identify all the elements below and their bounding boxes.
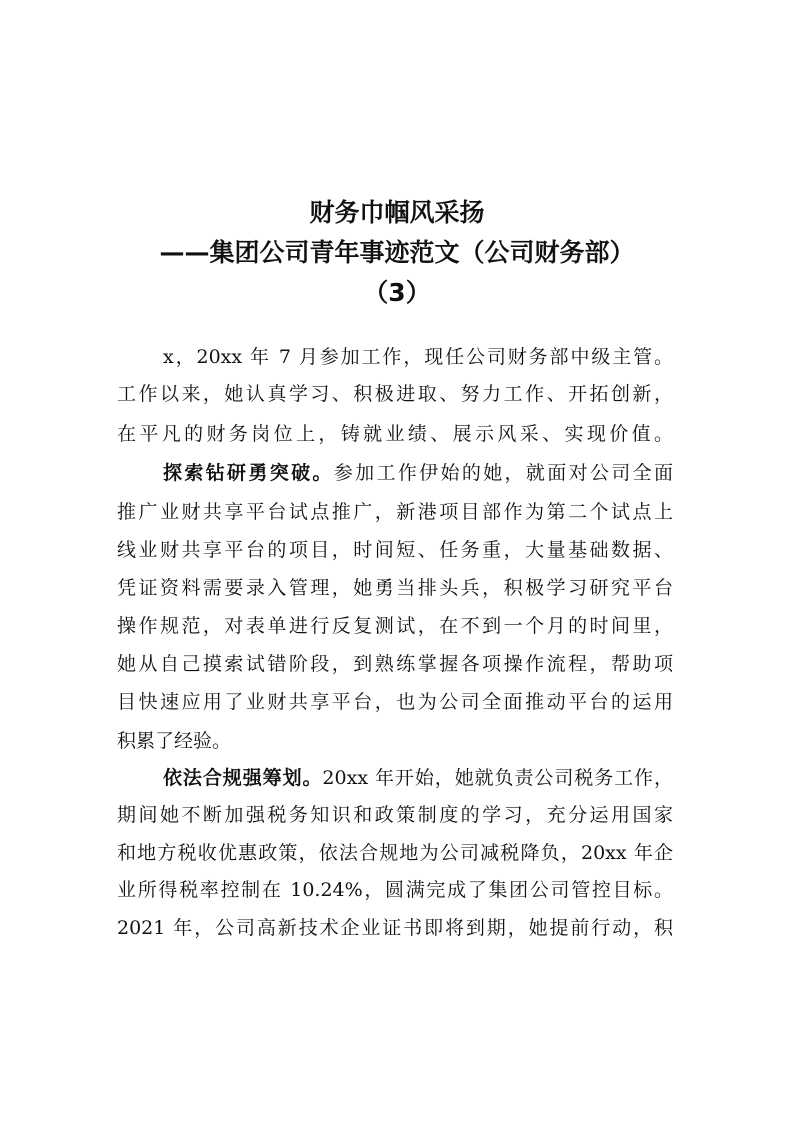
paragraph-heading: 依法合规强筹划。 [163, 767, 323, 789]
text-span: 参加工作伊始的她，就面对公司全面 [333, 462, 673, 484]
text-line: 在平凡的财务岗位上，铸就业绩、展示风采、实现价值。 [117, 423, 673, 445]
text-line: 推广业财共享平台试点推广，新港项目部作为第二个试点上 [117, 501, 673, 523]
text-line: 凭证资料需要录入管理，她勇当排头兵，积极学习研究平台 [117, 577, 673, 599]
text-span: 20xx 年开始，她就负责公司税务工作， [322, 767, 673, 789]
text-line [163, 766, 673, 790]
text-line: 积累了经验。 [117, 730, 232, 752]
text-line: 和地方税收优惠政策，依法合规地为公司减税降负，20xx 年企 [117, 842, 673, 864]
text-line [163, 461, 673, 485]
paragraph-heading: 探索钻研勇突破。 [163, 462, 334, 484]
title-line-3: （3） [363, 278, 431, 307]
text-line: 2021 年，公司高新技术企业证书即将到期，她提前行动，积 [117, 917, 673, 939]
text-line: 她从自己摸索试错阶段，到熟练掌握各项操作流程，帮助项 [117, 653, 673, 675]
text-line: 目快速应用了业财共享平台，也为公司全面推动平台的运用 [117, 691, 673, 713]
text-line: 工作以来，她认真学习、积极进取、努力工作、开拓创新， [117, 383, 673, 405]
text-line: x，20xx 年 7 月参加工作，现任公司财务部中级主管。 [163, 346, 673, 368]
text-line: 业所得税率控制在 10.24%，圆满完成了集团公司管控目标。 [117, 879, 673, 901]
title-line-1: 财务巾帼风采扬 [309, 198, 485, 227]
text-line: 操作规范，对表单进行反复测试，在不到一个月的时间里， [117, 615, 673, 637]
title-line-2: ——集团公司青年事迹范文（公司财务部） [159, 238, 635, 267]
text-line: 线业财共享平台的项目，时间短、任务重，大量基础数据、 [117, 539, 673, 561]
text-line: 期间她不断加强税务知识和政策制度的学习，充分运用国家 [117, 804, 673, 826]
